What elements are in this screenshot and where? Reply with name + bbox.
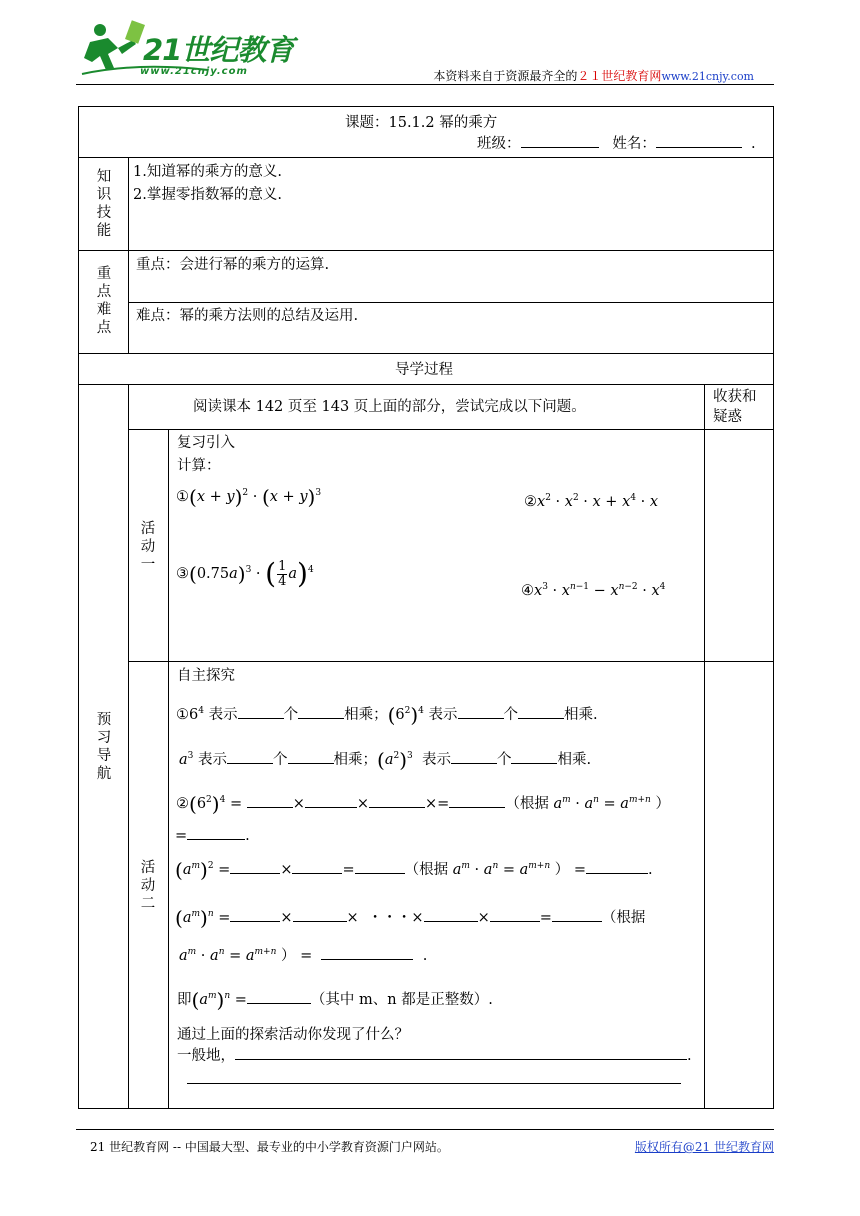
side-char: 预 bbox=[96, 712, 112, 728]
text: 表示 bbox=[208, 707, 238, 723]
answer-blank[interactable] bbox=[552, 909, 602, 922]
text: 个 bbox=[273, 752, 288, 768]
answer-blank[interactable] bbox=[355, 861, 405, 874]
title-end-dot: . bbox=[751, 136, 756, 152]
text: × bbox=[346, 910, 359, 926]
process-title: 导学过程 bbox=[395, 362, 453, 378]
side-char: 习 bbox=[96, 730, 112, 746]
explore-line-5: $(a^m)^n$ = × × ・・・× × = （根据 bbox=[175, 906, 646, 930]
answer-blank[interactable] bbox=[288, 751, 334, 764]
text: 相乘. bbox=[564, 707, 598, 723]
explore-line-5b: $a^m \cdot a^n = a^{m+n}$ ） = . bbox=[179, 947, 428, 964]
text: = bbox=[234, 992, 247, 1008]
problem-3: $③(0.75a)^3$ · ( $\frac{1}{4}$ a)$^4$ bbox=[176, 557, 314, 590]
text: 个 bbox=[496, 752, 512, 768]
row-divider bbox=[79, 353, 773, 354]
answer-blank[interactable] bbox=[458, 706, 504, 719]
side-char: 重 bbox=[96, 266, 112, 282]
side-char: 知 bbox=[96, 169, 112, 185]
explore-line-1: $①6^4$ 表示 个 相乘；$(6^2)^4$ 表示 个 相乘. bbox=[176, 703, 598, 727]
text: = bbox=[300, 948, 313, 964]
answer-blank[interactable] bbox=[235, 1047, 687, 1060]
focus-point: 重点：会进行幂的乘方的运算. bbox=[136, 257, 330, 273]
activity1-side-label bbox=[138, 520, 158, 574]
difficulty-point: 难点：幂的乘方法则的总结及运用. bbox=[136, 308, 359, 324]
logo-url: www.21cnjy.com bbox=[140, 66, 248, 77]
problem-1: ①(x + $y)^2 \cdot (x + y)^3$ bbox=[176, 485, 322, 509]
side-char: 点 bbox=[96, 284, 112, 300]
problem-4: $④x^3 \cdot x^{n-1} - x^{n-2} \cdot x^4$ bbox=[521, 582, 666, 599]
preview-side-label bbox=[94, 711, 114, 783]
answer-blank[interactable] bbox=[518, 706, 564, 719]
marker: ① bbox=[176, 489, 189, 505]
text: 个 bbox=[283, 707, 299, 723]
text: （根据 bbox=[404, 862, 449, 878]
side-char: 能 bbox=[96, 223, 112, 239]
answer-blank[interactable] bbox=[298, 706, 344, 719]
text: = bbox=[539, 910, 552, 926]
discover-question: 通过上面的探索活动你发现了什么？ bbox=[177, 1027, 409, 1043]
explore-line-3b bbox=[175, 827, 250, 845]
side-char: 活 bbox=[140, 860, 156, 876]
side-char: 难 bbox=[96, 302, 112, 318]
activity1-subheading: 计算： bbox=[177, 458, 221, 474]
explore-line-6: 即$(a^m)^n$ = （其中 m、n 都是正整数）. bbox=[177, 988, 493, 1012]
text: 个 bbox=[503, 707, 519, 723]
text: × bbox=[411, 910, 424, 926]
text: ・・・ bbox=[367, 910, 412, 926]
answer-blank[interactable] bbox=[230, 861, 280, 874]
answer-blank[interactable] bbox=[424, 909, 478, 922]
notes-header bbox=[713, 387, 757, 427]
text: 相乘； bbox=[344, 707, 388, 723]
class-label: 班级： bbox=[477, 136, 521, 152]
notes-header-line: 疑惑 bbox=[713, 409, 742, 425]
header-note-url[interactable]: www.21cnjy.com bbox=[661, 70, 754, 83]
footer-left: 21 世纪教育网 -- 中国最大型、最专业的中小学教育资源门户网站。 bbox=[90, 1140, 449, 1154]
knowledge-side-label bbox=[94, 168, 114, 240]
col-divider bbox=[704, 384, 705, 1108]
side-char: 动 bbox=[140, 539, 156, 555]
text: × bbox=[477, 910, 490, 926]
keypoints-side-label bbox=[94, 265, 114, 337]
answer-blank[interactable] bbox=[321, 947, 413, 960]
answer-blank[interactable] bbox=[490, 909, 540, 922]
side-char: 活 bbox=[140, 521, 156, 537]
row-divider bbox=[79, 250, 773, 251]
class-blank[interactable] bbox=[521, 135, 599, 148]
answer-blank[interactable] bbox=[238, 706, 284, 719]
text: ） bbox=[281, 948, 296, 964]
name-label: 姓名： bbox=[612, 136, 656, 152]
text: 一般地， bbox=[177, 1048, 235, 1064]
text: . bbox=[687, 1048, 692, 1064]
row-divider bbox=[79, 157, 773, 158]
text: = bbox=[175, 828, 188, 844]
text: . bbox=[422, 948, 428, 964]
text: = bbox=[437, 796, 450, 812]
knowledge-item-1: 1.知道幂的乘方的意义. bbox=[133, 164, 282, 180]
marker: ② bbox=[524, 494, 537, 510]
answer-blank[interactable] bbox=[230, 909, 280, 922]
text: = bbox=[573, 862, 587, 878]
text: = bbox=[342, 862, 355, 878]
text: = bbox=[218, 862, 231, 878]
side-char: 一 bbox=[140, 557, 156, 573]
footer-copyright-link[interactable]: 版权所有@21 世纪教育网 bbox=[634, 1140, 774, 1154]
lesson-topic: 课题：15.1.2 幂的乘方 bbox=[345, 115, 498, 131]
marker: ① bbox=[176, 707, 189, 723]
answer-blank[interactable] bbox=[511, 751, 557, 764]
answer-blank[interactable] bbox=[293, 909, 347, 922]
text: × bbox=[292, 796, 305, 812]
notes-header-line: 收获和 bbox=[713, 389, 757, 405]
text: ） bbox=[554, 862, 570, 878]
text: 表示 bbox=[421, 752, 451, 768]
knowledge-item-2: 2.掌握零指数幂的意义. bbox=[133, 187, 282, 203]
reading-instruction: 阅读课本 142 页至 143 页上面的部分，尝试完成以下问题。 bbox=[193, 399, 586, 415]
name-blank[interactable] bbox=[656, 135, 742, 148]
side-char: 航 bbox=[96, 766, 112, 782]
row-divider bbox=[128, 429, 773, 430]
answer-blank[interactable] bbox=[247, 795, 293, 808]
activity2-heading: 自主探究 bbox=[177, 668, 235, 684]
header-divider bbox=[76, 84, 774, 85]
marker: ② bbox=[176, 796, 189, 812]
text: . bbox=[648, 862, 653, 878]
problem-2: $②x^2 \cdot x^2 \cdot x + x^4 \cdot x$ bbox=[524, 493, 658, 510]
col-divider bbox=[168, 429, 169, 1108]
logo-wordmark: 21世纪教育 bbox=[143, 33, 294, 67]
side-char: 导 bbox=[96, 748, 112, 764]
marker: ③ bbox=[176, 566, 189, 582]
lesson-table bbox=[78, 106, 774, 1109]
side-char: 点 bbox=[96, 320, 112, 336]
general-line bbox=[177, 1047, 692, 1065]
side-char: 识 bbox=[96, 187, 112, 203]
side-char: 动 bbox=[140, 878, 156, 894]
text: = bbox=[229, 796, 243, 812]
explore-line-4: $(a^m)^2$ = × = （根据 $a^m \cdot a^n = a^{m+n}$ ） = . bbox=[175, 858, 653, 882]
header-note bbox=[433, 67, 754, 84]
answer-blank[interactable] bbox=[187, 1071, 681, 1084]
side-char: 二 bbox=[140, 896, 156, 912]
text: 相乘. bbox=[557, 752, 592, 768]
row-divider bbox=[128, 661, 773, 662]
text: = bbox=[218, 910, 231, 926]
row-divider bbox=[79, 384, 773, 385]
explore-line-3: $②(6^2)^4$ = × × ×= （根据 $a^m \cdot a^n = a^{m+n}$ ） bbox=[176, 792, 670, 816]
header-note-brand: ２１世纪教育网 bbox=[577, 69, 662, 83]
marker: ④ bbox=[521, 583, 534, 599]
activity2-side-label bbox=[138, 859, 158, 913]
answer-blank[interactable] bbox=[187, 827, 245, 840]
col-divider bbox=[128, 157, 129, 353]
text: 即 bbox=[177, 992, 192, 1008]
text: × bbox=[280, 910, 293, 926]
text: 表示 bbox=[428, 707, 458, 723]
text: 相乘； bbox=[333, 752, 377, 768]
activity1-heading: 复习引入 bbox=[177, 435, 235, 451]
text: （根据 bbox=[601, 910, 646, 926]
answer-blank[interactable] bbox=[586, 861, 648, 874]
answer-blank[interactable] bbox=[369, 795, 425, 808]
answer-blank[interactable] bbox=[227, 751, 273, 764]
text: （其中 m、n 都是正整数）. bbox=[310, 992, 493, 1008]
answer-blank[interactable] bbox=[449, 795, 505, 808]
text: × bbox=[280, 862, 293, 878]
side-char: 技 bbox=[96, 205, 112, 221]
answer-blank[interactable] bbox=[451, 751, 497, 764]
text: ） bbox=[655, 796, 670, 812]
class-name-line bbox=[477, 135, 756, 153]
text: 表示 bbox=[198, 752, 227, 768]
answer-blank[interactable] bbox=[305, 795, 357, 808]
row-divider bbox=[128, 302, 773, 303]
text: × bbox=[425, 796, 438, 812]
answer-blank[interactable] bbox=[247, 991, 311, 1004]
text: × bbox=[356, 796, 370, 812]
general-line-2 bbox=[187, 1071, 681, 1089]
text: （根据 bbox=[505, 796, 549, 812]
footer-divider bbox=[76, 1129, 774, 1130]
answer-blank[interactable] bbox=[292, 861, 342, 874]
col-divider bbox=[128, 384, 129, 1108]
text: . bbox=[245, 828, 250, 844]
header-note-prefix: 本资料来自于资源最齐全的 bbox=[433, 69, 578, 83]
explore-line-2: $a^3$ 表示 个 相乘；$(a^2)^3$ 表示 个 相乘. bbox=[179, 748, 592, 772]
